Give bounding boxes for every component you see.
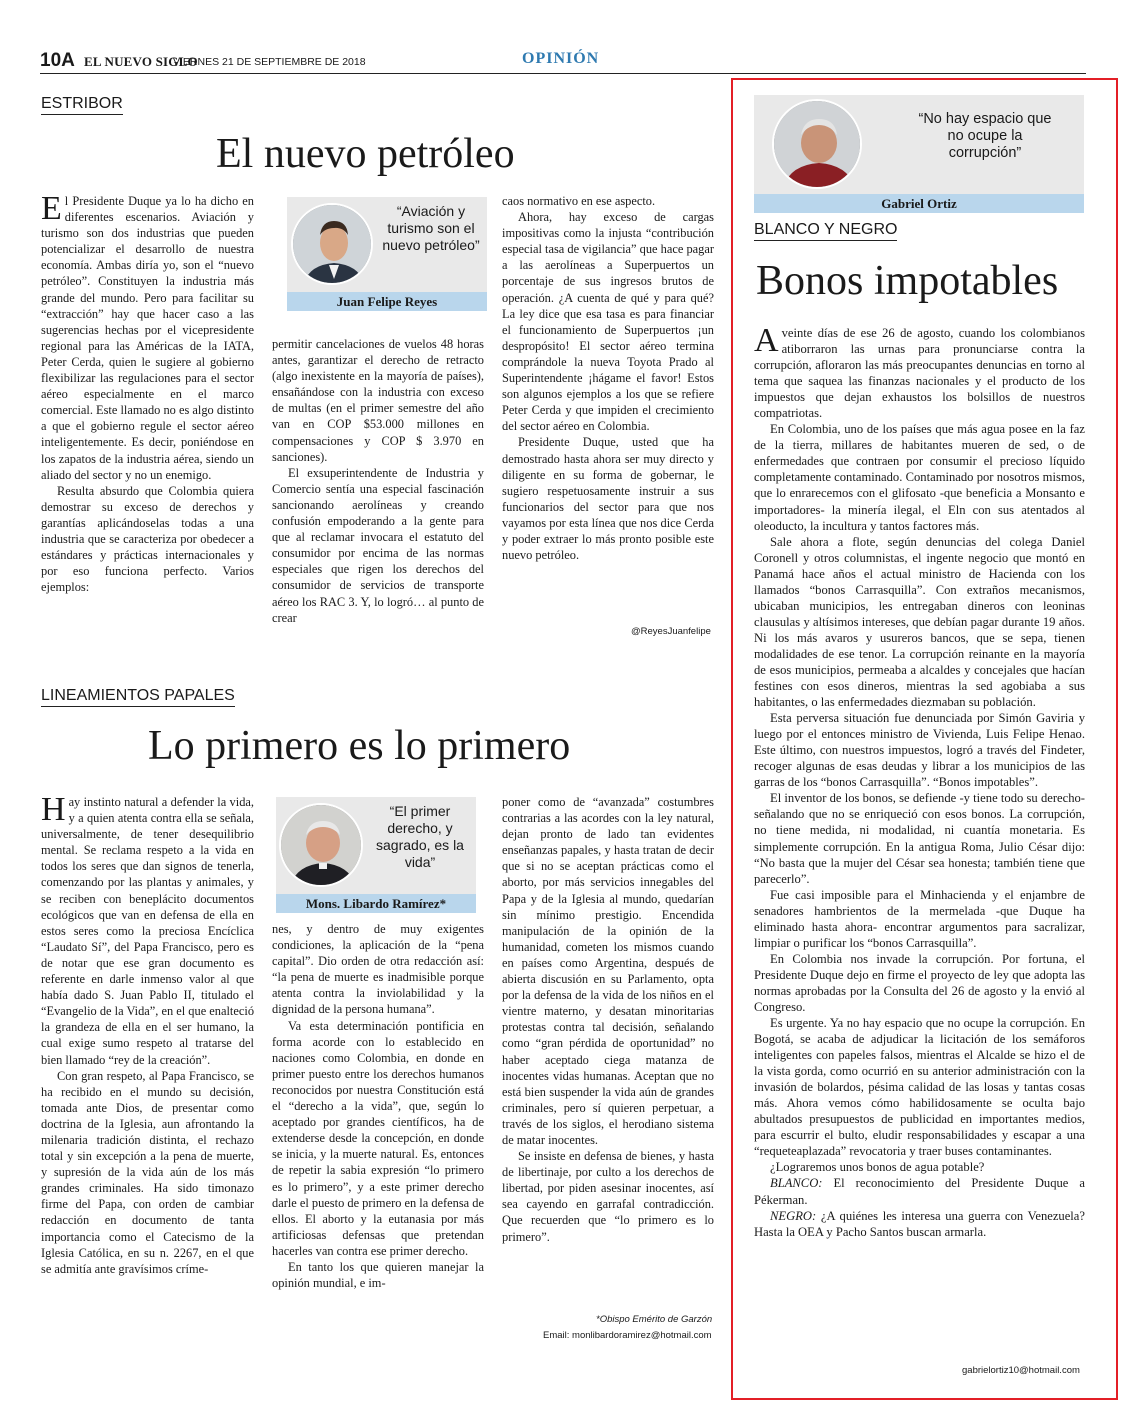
- article3-kicker: BLANCO Y NEGRO: [754, 221, 897, 241]
- article2-paragraph: Con gran respeto, al Papa Francisco, se ha recibido en el mundo su decisión, tomada ante Dios, de presentar como doctrina de la Iglesia, aun afrontando la milenaria tradición distinta, el rechazo total y sin excepción a la pena de muerte, y supresión de la vida aún de los más grandes criminales. Ha sido timonazo firme del Papa, con orden de cambiar redacción en documento de tanta importancia como el Catecismo de la Iglesia Católica, en su n. 2267, en el que se admitía ante gravísimos críme-: [41, 1068, 254, 1276]
- article1-paragraph: El exsuperintendente de Industria y Comercio sentía una especial fascinación sancionando aerolíneas y creando confusión empoderando a la gente para que al reclamar invocara el estatuto del consumidor por encima de las normas especiales que rigen los derechos del consumidor de servicios de transporte aéreo los RAC 3. Y, lo logró… al punto de crear: [272, 465, 484, 625]
- article3-paragraph: Aveinte días de ese 26 de agosto, cuando los colombianos atiborraron las urnas para pronunciarse contra la corrupción, afloraron las más preocupantes denuncias en torno al tema que saquea las finanzas nacionales y el producto de los impuestos que dejan exhaustos los bolsillos de nuestros compatriotas.: [754, 325, 1085, 421]
- article2-kicker: LINEAMIENTOS PAPALES: [41, 687, 235, 707]
- article1-title: El nuevo petróleo: [216, 131, 515, 177]
- portrait-icon: [774, 101, 862, 189]
- article2-paragraph: En tanto los que quieren manejar la opinión mundial, e im-: [272, 1259, 484, 1291]
- article1-paragraph: permitir cancelaciones de vuelos 48 horas antes, garantizar el derecho de retracto (algo inexistente en la mayoría de países), ensañándose con la industria con exceso de multas (en el primer semestre del año van en COP $53.000 millones en compensaciones y COP $ 3.970 en sanciones).: [272, 337, 484, 464]
- negro-note: NEGRO: ¿A quiénes les interesa una guerra con Venezuela? Hasta la OEA y Pacho Santos buscan armarla.: [754, 1208, 1085, 1239]
- article1-kicker: ESTRIBOR: [41, 95, 123, 115]
- article3-body: [754, 325, 1085, 1357]
- drop-cap: A: [754, 325, 779, 359]
- blanco-note: BLANCO: El reconocimiento del Presidente Duque a Pékerman.: [754, 1176, 1085, 1207]
- article2-paragraph: nes, y dentro de muy exigentes condiciones, la aplicación de la “pena capital”. Dio orden de otra redacción así: “la pena de muerte es inadmisible porque atenta contra la inviolabilidad y la dignidad de la persona humana”.: [272, 922, 484, 1017]
- article3-email: gabrielortiz10@hotmail.com: [962, 1365, 1080, 1376]
- article3-paragraph: El inventor de los bonos, se defiende -y tiene todo su derecho- señalando que no se enriqueció con esos bonos. La corrupción, no tiene medida, ni modalidad, ni cuantía monetaria. Es simplemente corrupción. En la antigua Roma, Julio César dijo: “No basta que la mujer del César sea honesta; también tiene que parecerlo”.: [754, 791, 1085, 886]
- article1-paragraph: Ahora, hay exceso de cargas impositivas como la injusta “contribución especial tasa de vigilancia” que hace pagar a las aerolíneas a Superpuertos un porcentaje de sus ingresos brutos de operación. ¿A cuenta de qué y para qué? La ley dice que esa tasa es para financiar el funcionamiento de Superpuertos ¡un despropósito! El sector aéreo termina comprándole la nueva Toyota Prado al Superintendente ¡hágame el favor! Estos son algunos ejemplos a los que se refiere Peter Cerda y que impiden el crecimiento del sector aéreo en Colombia.: [502, 210, 714, 434]
- article2-title: Lo primero es lo primero: [148, 723, 571, 769]
- article1-paragraph: caos normativo en ese aspecto.: [502, 194, 656, 208]
- article2-paragraph: Se insiste en defensa de bienes, y hasta de libertinaje, por culto a los derechos de libertad, por piden asesinar inocentes, así sea cayendo en garrafal contradicción. Que recuerden que “lo primero es lo primero”.: [502, 1149, 714, 1244]
- drop-cap: H: [41, 794, 66, 828]
- article1-paragraph: Presidente Duque, usted que ha demostrado hasta ahora ser muy directo y diligente en su forma de gobernar, le sugiero respetuosamente instruir a sus funcionarios del sector para que nos vayamos por esta línea que nos dice Cerda y poder extraer lo más pronto posible este nuevo petróleo.: [502, 435, 714, 563]
- article2-paragraph: poner como de “avanzada” costumbres contrarias a las acordes con la ley natural, dejan pronto de lado tan evidentes enseñanzas papales, y hasta tratan de decir que si no se aceptan prácticas como el aborto, por más servicios innegables del Papa y de la Iglesia al mundo, quedarían sin mínimo prestigio. Encendida manipulación de la opinión de la humanidad, cometen los mismos cuando en países como Argentina, después de abierta discusión en su Parlamento, opta por la defensa de la vida de los niños en el vientre materno, y desatan minoritarias protestas contra tal decisión, señalando como “gran pérdida de oportunidad” no haber aceptado ciega matanza de inocentes vidas humanas. Aceptan que no está bien suspender la vida aún de grandes criminales, pero sí quieren perpetuar, a través de los siglos, el herodiano sistema de matar inocentes.: [502, 795, 714, 1147]
- portrait-icon: [281, 805, 363, 887]
- article1-paragraph: Resulta absurdo que Colombia quiera demostrar su exceso de derechos y garantías aplicándoselas todas a una industria que se caracteriza por obedecer a estándares y prácticas internacionales y por eso funciona perfecto. Varios ejemplos:: [41, 483, 254, 595]
- author-name: Mons. Libardo Ramírez*: [276, 894, 476, 913]
- author-box-juan-felipe-reyes: [287, 197, 487, 311]
- author-name: Gabriel Ortiz: [754, 194, 1084, 213]
- portrait-icon: [293, 205, 373, 285]
- article3-title: Bonos impotables: [756, 258, 1059, 304]
- author-box-gabriel-ortiz: [754, 95, 1084, 213]
- article3-paragraph: ¿Lograremos unos bonos de agua potable?: [770, 1160, 985, 1175]
- author-box-libardo-ramirez: [276, 797, 476, 913]
- article2-paragraph: Hay instinto natural a defender la vida, y a quien atenta contra ella se señala, universalmente, de tener desequilibrio mental. Se reclama respeto a la vida en todos los seres que dan signos de tenerla, comenzando por las plantas y animales, y se reciben con beneplácito documentos ecológicos que van en defensa de ella en estos seres como la preciosa Encíclica “Laudato Sí”, del Papa Francisco, pero es de notar que ese gran documento es referente en darle inmenso valor al que había dado S. Juan Pablo II, titulado el “Evangelio de la Vida”, en el que enalteció la grandeza de ella en el ser humano, la cual exige sumo respeto al tratarse del bien llamado “rey de la creación”.: [41, 794, 254, 1067]
- article1-signature: @ReyesJuanfelipe: [631, 626, 711, 637]
- issue-date: VIERNES 21 DE SEPTIEMBRE DE 2018: [173, 56, 366, 68]
- blanco-label: BLANCO:: [770, 1176, 823, 1191]
- article3-paragraph: Esta perversa situación fue denunciada por Simón Gaviria y luego por el entonces ministro de Vivienda, Luis Felipe Henao. Este último, con nuestros impuestos, logró a través del Findeter, recoger algunas de esas deudas y librar a los municipios de las garras de los “bonos Carrasquilla”. “Bonos impotables”.: [754, 711, 1085, 790]
- article2-column-3: [502, 794, 714, 1312]
- article3-paragraph: Fue casi imposible para el Minhacienda y el enjambre de senadores hambrientos de la mermelada -que Duque ha eliminado hasta ahora- encontrar argumentos para sacralizar, limpiar o purificar los “bonos Carrasquilla”.: [754, 887, 1085, 950]
- drop-cap: E: [41, 193, 62, 227]
- article1-column-3: [502, 193, 714, 625]
- article2-footnote: *Obispo Emérito de Garzón: [596, 1314, 713, 1325]
- article2-email: Email: monlibardoramirez@hotmail.com: [543, 1330, 712, 1341]
- author-quote: “El primer derecho, y sagrado, es la vida”: [376, 803, 464, 870]
- article3-paragraph: En Colombia nos invade la corrupción. Por fortuna, el Presidente Duque dejo en firme el proyecto de ley que adopta las normas aprobadas por la Consulta del 26 de agosto y la envió al Congreso.: [754, 951, 1085, 1014]
- author-photo: [291, 203, 373, 285]
- author-photo: [279, 803, 363, 887]
- article1-column-1: [41, 193, 254, 641]
- article1-column-2: [272, 336, 484, 640]
- article2-paragraph: Va esta determinación pontificia en forma acorde con lo establecido en naciones como Colombia, en donde en primer puesto entre los derechos humanos reconocidos por nuestra Constitución está el “derecho a la vida”, que, según lo aceptado por grandes científicos, ha de extenderse desde la concepción, en donde se inicia, y la muerte natural. Es, entonces de repetir la sabia expresión “lo primero es lo primero”, y a este primer derecho darle el puesto de primero en la defensa de ellos. El aborto y la eutanasia por más artificiosas defensas que pretendan hacerles van contra ese primer derecho.: [272, 1018, 484, 1258]
- author-photo: [772, 99, 862, 189]
- section-name: OPINIÓN: [522, 50, 600, 67]
- article2-column-2: [272, 921, 484, 1339]
- article1-paragraph: El Presidente Duque ya lo ha dicho en diferentes escenarios. Aviación y turismo son dos industrias que pueden potencializar el desarrollo de nuestra economía. Ambas diría yo, son el “nuevo petróleo”. Constituyen la industria más grande del mundo. Pero para facilitar su “extracción” hay que hacer caso a las sugerencias hechas por el vicepresidente regional para las Américas de la IATA, Peter Cerda, quien le sugiere al gobierno flexibilizar las regulaciones para el sector aéreo especialmente en el marco comercial. Este llamado no es algo distinto a que el gobierno regule el sector aéreo inteligentemente. Es decir, poniéndose en los zapatos de la industria aérea, siendo un aliado del sector y no un enemigo.: [41, 193, 254, 482]
- author-quote: “Aviación y turismo son el nuevo petróleo”: [382, 203, 480, 253]
- negro-label: NEGRO:: [770, 1208, 817, 1223]
- article2-column-1: [41, 794, 254, 1340]
- masthead: [40, 48, 1086, 74]
- newspaper-name: EL NUEVO SIGLO: [84, 54, 198, 69]
- article3-paragraph: En Colombia, uno de los países que más agua posee en la faz de la tierra, millares de habitantes mueren de sed, o de enfermedades que contraen por consumir el precioso líquido completamente contaminado. Contaminado por nosotros mismos, que lo enrarecemos con el glifosato -que beneficia a Monsanto e importadores- la minería ilegal, el Eln con sus atentados al oleoducto, la incultura y tantos factores más.: [754, 422, 1085, 533]
- author-name: Juan Felipe Reyes: [287, 292, 487, 311]
- author-quote: “No hay espacio que no ocupe la corrupción”: [918, 111, 1052, 161]
- article3-paragraph: Sale ahora a flote, según denuncias del colega Daniel Coronell y otros columnistas, el ingente negocio que montó en Panamá hace años el actual ministro de Hacienda con los llamados “bonos Carrasquilla”. Con extraños mecanismos, ubicaban municipios, les entregaban dineros con leoninas clausulas y altísimos intereses, que debían pagar durante 19 años. Ni los más avaros y usureros bancos, que se sepa, tienen modalidades de ese tenor. La corrupción reinante en la mayoría de esos municipios, permeaba a alcaldes y concejales que hacían festines con esos dineros, mientras la sed agobiaba a sus habitantes, o las enfermedades diezmaban su población.: [754, 534, 1085, 710]
- article3-paragraph: Es urgente. Ya no hay espacio que no ocupe la corrupción. En Bogotá, se acaba de adjudicar la licitación de los semáforos inteligentes con papeles falsos, mientras el Alcalde se hizo el de la vista gorda, como ocurrió en su anterior administración con la invasión de bolardos, pésima calidad de las losas y tantas cosas más. Ahora vemos cómo habilidosamente se oculta bajo abultados presupuestos de publicidad en importantes medios, para escurrir el bulto, eludir responsabilidades y escapar a una “requeteaplazada” revocatoria y traer buses contaminantes.: [754, 1016, 1085, 1159]
- page-number: 10A: [40, 50, 75, 71]
